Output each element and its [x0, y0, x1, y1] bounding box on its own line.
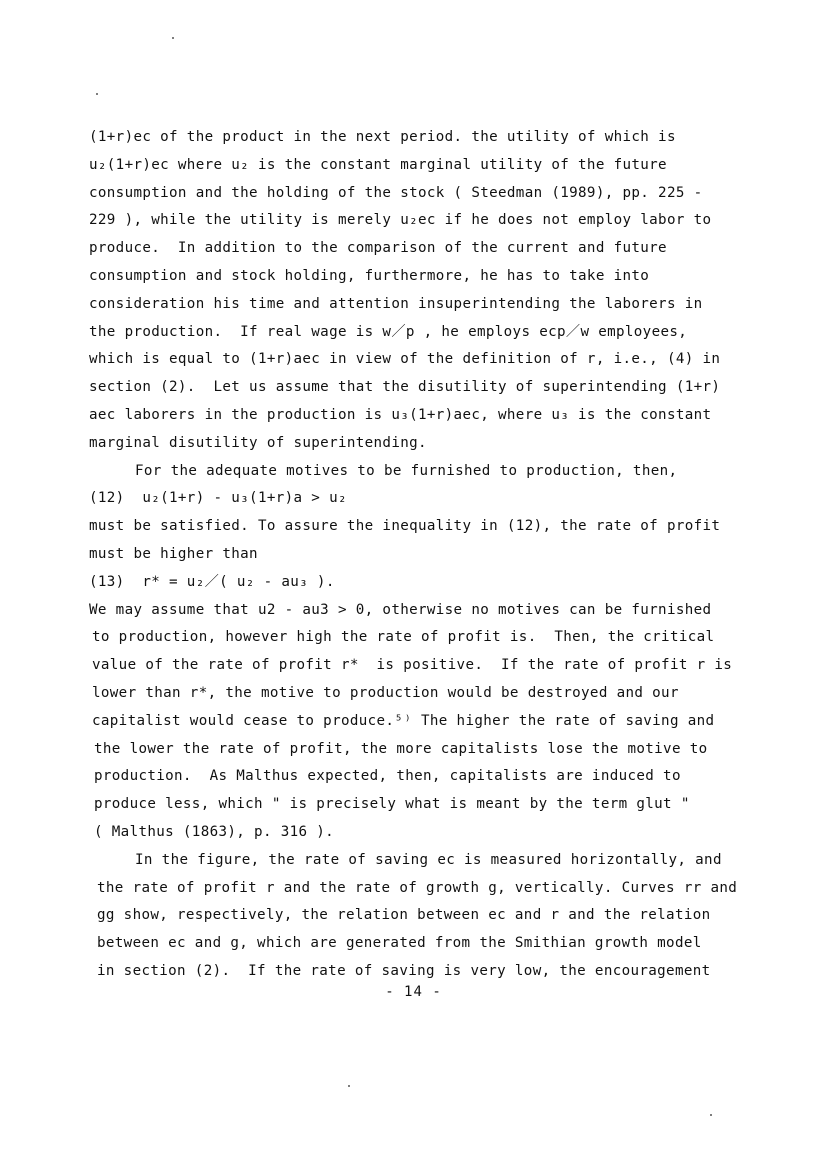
scan-speck [348, 1085, 350, 1087]
text-line: capitalist would cease to produce.⁵⁾ The higher the rate of saving and [92, 712, 715, 729]
paragraph-first-line: For the adequate motives to be furnished to production, then, [135, 462, 678, 479]
text-line: consumption and the holding of the stock ( Steedman (1989), pp. 225 - [89, 184, 703, 201]
text-line: We may assume that u2 - au3 > 0, otherwise no motives can be furnished [89, 601, 712, 618]
text-line: lower than r*, the motive to production would be destroyed and our [92, 684, 679, 701]
citation-line: ( Malthus (1863), p. 316 ). [94, 823, 335, 840]
page-number: - 14 - [385, 984, 442, 1000]
equation-12: (12) u₂(1+r) - u₃(1+r)a > u₂ [89, 490, 347, 507]
text-line: marginal disutility of superintending. [89, 434, 427, 451]
scan-speck [172, 37, 174, 39]
text-line: (1+r)ec of the product in the next period. the utility of which is [89, 129, 676, 145]
text-line: gg show, respectively, the relation between ec and r and the relation [97, 907, 711, 924]
text-line: section (2). Let us assume that the disutility of superintending (1+r) [89, 379, 721, 396]
text-line: consideration his time and attention insuperintending the laborers in [89, 295, 703, 312]
text-line: must be satisfied. To assure the inequality in (12), the rate of profit [89, 518, 721, 535]
text-line: 229 ), while the utility is merely u₂ec if he does not employ labor to [89, 212, 712, 229]
text-line: between ec and g, which are generated from the Smithian growth model [97, 935, 702, 952]
text-line: produce less, which " is precisely what is meant by the term glut " [94, 796, 690, 813]
text-line: to production, however high the rate of profit is. Then, the critical [92, 629, 715, 646]
scan-speck [96, 93, 98, 95]
text-line: the lower the rate of profit, the more capitalists lose the motive to [94, 740, 708, 757]
text-line: in section (2). If the rate of saving is very low, the encouragement [97, 962, 711, 979]
text-line: u₂(1+r)ec where u₂ is the constant marginal utility of the future [89, 156, 667, 173]
equation-13: (13) r* = u₂／( u₂ - au₃ ). [89, 573, 335, 590]
scan-speck [710, 1114, 712, 1116]
paragraph-first-line: In the figure, the rate of saving ec is measured horizontally, and [135, 851, 722, 868]
text-line: which is equal to (1+r)aec in view of the definition of r, i.e., (4) in [89, 351, 721, 368]
text-line: consumption and stock holding, furthermore, he has to take into [89, 267, 650, 284]
text-line: produce. In addition to the comparison of the current and future [89, 240, 667, 257]
text-line: production. As Malthus expected, then, capitalists are induced to [94, 768, 681, 785]
body-text [89, 124, 779, 986]
text-line: the rate of profit r and the rate of growth g, vertically. Curves rr and [97, 879, 738, 896]
text-line: the production. If real wage is w／p , he employs ecp／w employees, [89, 323, 688, 340]
text-line: value of the rate of profit r* is positive. If the rate of profit r is [92, 657, 733, 674]
text-line: must be higher than [89, 545, 258, 562]
text-line: aec laborers in the production is u₃(1+r)aec, where u₃ is the constant [89, 406, 712, 423]
